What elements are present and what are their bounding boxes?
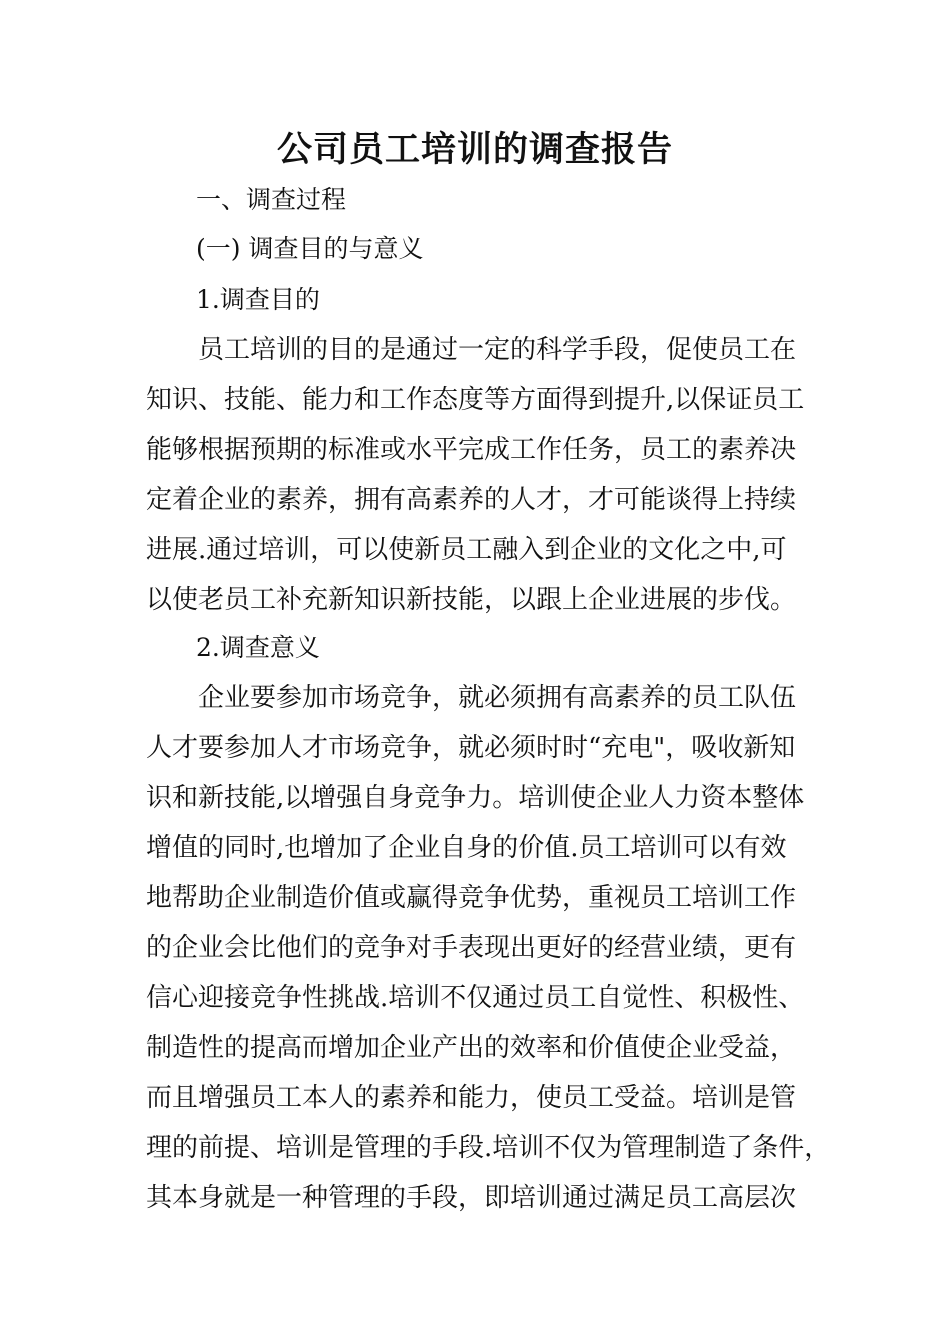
- paragraph-line: 定着企业的素养，拥有高素养的人才，才可能谈得上持续: [146, 485, 797, 515]
- paragraph-purpose: [146, 325, 836, 625]
- paragraph-line: 员工培训的目的是通过一定的科学手段，促使员工在: [198, 335, 797, 365]
- paragraph-line: 制造性的提高而增加企业产出的效率和价值使企业受益，: [146, 1033, 797, 1063]
- paragraph-line: 的企业会比他们的竞争对手表现出更好的经营业绩，更有: [146, 933, 797, 963]
- item-heading-purpose: 1.调查目的: [196, 285, 320, 314]
- paragraph-line: 识和新技能,以增强自身竞争力。培训使企业人力资本整体: [146, 783, 805, 813]
- paragraph-line: 信心迎接竞争性挑战.培训不仅通过员工自觉性、积极性、: [146, 983, 805, 1013]
- paragraph-line: 以使老员工补充新知识新技能，以跟上企业进展的步伐。: [146, 585, 797, 615]
- paragraph-line: 能够根据预期的标准或水平完成工作任务，员工的素养决: [146, 435, 797, 465]
- document-title: 公司员工培训的调查报告: [276, 129, 673, 170]
- paragraph-line: 理的前提、培训是管理的手段.培训不仅为管理制造了条件，: [146, 1133, 831, 1163]
- paragraph-line: 地帮助企业制造价值或赢得竞争优势，重视员工培训工作: [146, 883, 797, 913]
- paragraph-line: 其本身就是一种管理的手段，即培训通过满足员工高层次: [146, 1183, 797, 1213]
- section-heading: 一、调查过程: [196, 185, 347, 214]
- paragraph-line: 人才要参加人才市场竞争，就必须时时“充电"，吸收新知: [146, 733, 796, 763]
- paragraph-line: 知识、技能、能力和工作态度等方面得到提升,以保证员工: [146, 385, 805, 415]
- paragraph-line: 进展.通过培训，可以使新员工融入到企业的文化之中,可: [146, 535, 787, 565]
- paragraph-significance: [146, 673, 836, 1223]
- paragraph-line: 而且增强员工本人的素养和能力，使员工受益。培训是管: [146, 1083, 797, 1113]
- subsection-heading: (一) 调查目的与意义: [196, 234, 424, 263]
- paragraph-line: 增值的同时,也增加了企业自身的价值.员工培训可以有效: [146, 833, 787, 863]
- paragraph-line: 企业要参加市场竞争，就必须拥有高素养的员工队伍: [198, 683, 797, 713]
- item-heading-significance: 2.调查意义: [196, 633, 320, 662]
